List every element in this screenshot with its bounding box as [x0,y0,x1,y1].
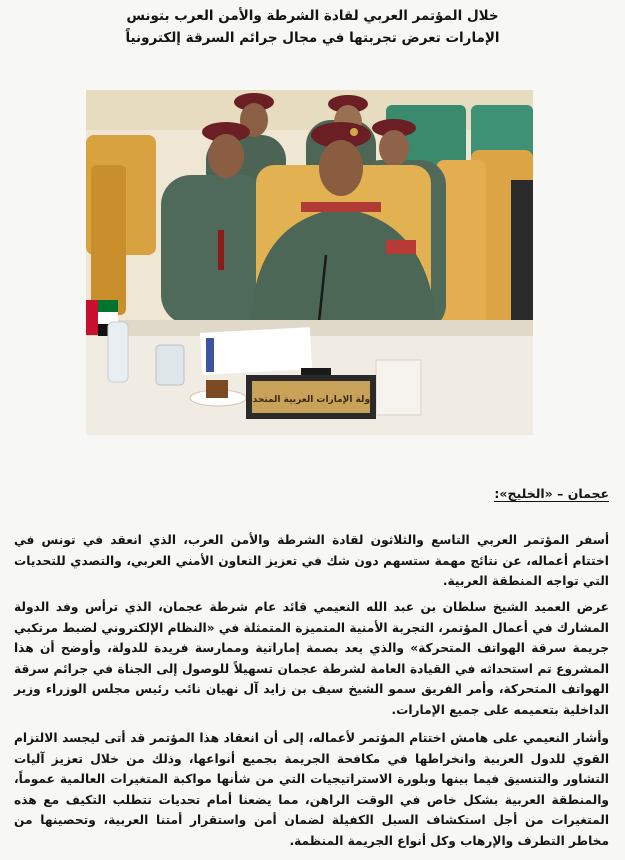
headline-top: خلال المؤتمر العربي لقادة الشرطة والأمن العرب بتونس [126,8,499,24]
delegation-nameplate: دولة الإمارات العربية المتحدة [247,395,375,405]
paragraph-2: عرض العميد الشيخ سلطان بن عبد الله النعيمي قائد عام شرطة عجمان، الذي ترأس وفد الدولة المشارك في أعمال المؤتمر، التجربة الأمنية المتميزة المتمثلة في «النظام الإلكتروني لضبط مرتكبي جريمة سرقة الهواتف المتحركة» والذي يعد بصمة إماراتية وممارسة فريدة للدولة، وأوضح أن هذا المشروع تم استحداثه في القيادة العامة لشرطة عجمان تسهيلاً للوصول إلى الجناة في جرائم سرقة الهواتف المتحركة، وأمر الفريق سمو الشيخ سيف بن زايد آل نهيان نائب رئيس مجلس الوزراء وزير الداخلية بتعميمه على جميع الإمارات. [14,600,609,717]
article-photo [86,90,533,435]
dateline: عجمان – «الخليج»: [494,486,609,501]
paragraph-3: وأشار النعيمي على هامش اختتام المؤتمر لأعماله، إلى أن انعقاد هذا المؤتمر قد أتى ليجسد الالتزام القوي للدول العربية وانخراطها في مكافحة الجريمة بجميع أنواعها، وذلك من خلال تعزيز آليات التشاور والتنسيق فيما بينها وبلورة الاستراتيجيات التي من شأنها مواكبة المتغيرات العالمية عموماً، والمنطقة العربية بشكل خاص في الوقت الراهن، مما يضعنا أمام تحديات تتطلب التكيف مع هذه المتغيرات من أجل استكشاف السبل الكفيلة لضمان أمن واستقرار أمتنا العربية، وتحصينها من مخاطر التطرف والإرهاب وكل أنواع الجريمة المنظمة. [14,731,609,848]
paragraph-1: أسفر المؤتمر العربي التاسع والثلاثون لقادة الشرطة والأمن العرب، الذي انعقد في تونس في اختتام أعماله، عن نتائج مهمة ستسهم دون شك في تعزيز التعاون الأمني العربي، والتصدي للتحديات التي تواجه المنطقة العربية. [14,533,609,588]
headline-main: الإمارات تعرض تجربتها في مجال جرائم السرقة إلكترونياً [125,30,500,46]
